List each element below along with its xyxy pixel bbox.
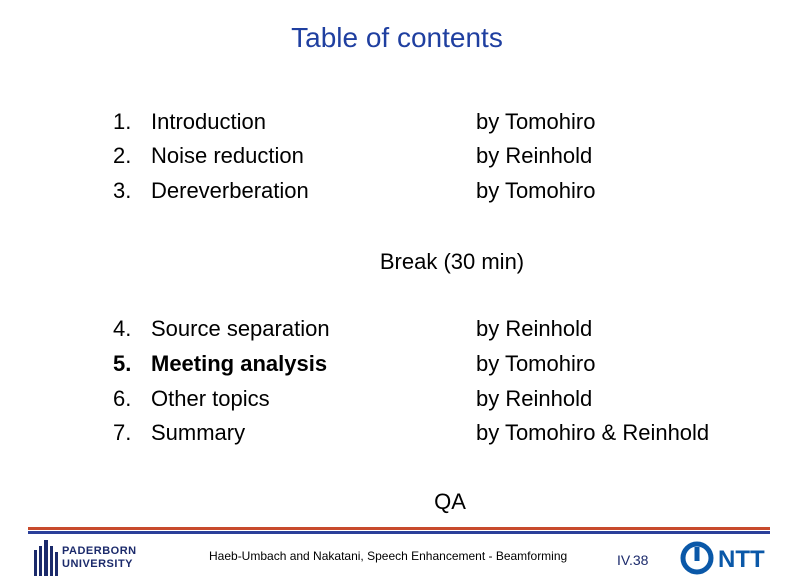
toc-number: 4. (113, 316, 132, 341)
qa-label: QA (434, 489, 466, 514)
toc-author: by Tomohiro & Reinhold (476, 420, 710, 445)
break-label: Break (30 min) (379, 249, 525, 274)
toc-number: 7. (113, 420, 132, 445)
toc-item (0, 109, 794, 139)
toc-author: by Reinhold (476, 386, 593, 411)
toc-author: by Tomohiro (476, 178, 596, 203)
toc-item (0, 178, 794, 208)
page-number: IV.38 (617, 552, 649, 568)
toc-item (0, 316, 794, 346)
toc-topic: Noise reduction (151, 143, 304, 168)
toc-author: by Reinhold (476, 316, 593, 341)
toc-topic: Source separation (151, 316, 330, 341)
ntt-logo-icon (680, 541, 780, 575)
toc-item (0, 143, 794, 173)
toc-number: 1. (113, 109, 132, 134)
toc-topic: Meeting analysis (151, 351, 328, 376)
toc-topic: Dereverberation (151, 178, 309, 203)
toc-item (0, 386, 794, 416)
footer-credit: Haeb-Umbach and Nakatani, Speech Enhancement - Beamforming (209, 549, 568, 563)
toc-number: 5. (113, 351, 132, 376)
toc-author: by Reinhold (476, 143, 593, 168)
toc-item (0, 420, 794, 450)
toc-topic: Summary (151, 420, 246, 445)
svg-text:NTT: NTT (718, 546, 765, 573)
toc-number: 2. (113, 143, 132, 168)
toc-author: by Tomohiro (476, 351, 596, 376)
toc-number: 3. (113, 178, 132, 203)
slide-title: Table of contents (291, 22, 503, 53)
toc-number: 6. (113, 386, 132, 411)
footer-divider-blue (28, 531, 770, 534)
toc-item-current (0, 351, 794, 381)
toc-topic: Other topics (151, 386, 270, 411)
footer-divider-red (28, 527, 770, 530)
toc-author: by Tomohiro (476, 109, 596, 134)
toc-topic: Introduction (151, 109, 266, 134)
university-name: PADERBORN UNIVERSITY (62, 545, 137, 570)
